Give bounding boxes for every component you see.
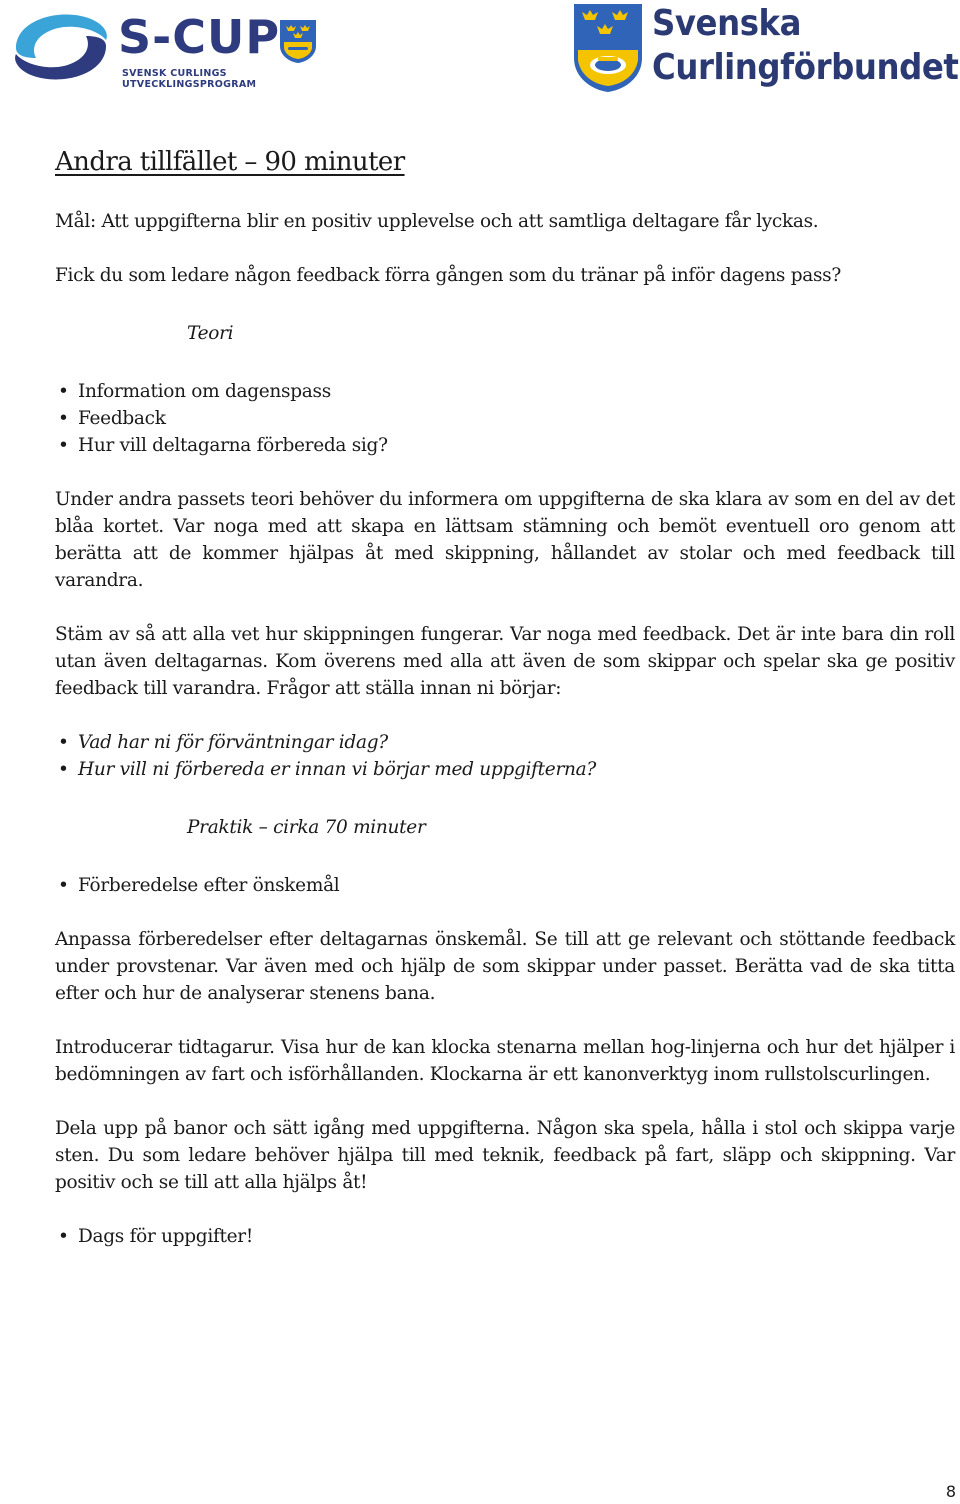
scf-crest-icon bbox=[572, 2, 644, 94]
list-item: • Vad har ni för förväntningar idag? bbox=[55, 729, 955, 756]
scup-swoosh-icon bbox=[6, 8, 116, 86]
scup-logo-subtitle: SVENSK CURLINGS UTVECKLINGSPROGRAM bbox=[122, 68, 257, 90]
questions-list bbox=[55, 729, 955, 783]
list-item: • Information om dagenspass bbox=[55, 378, 955, 405]
scup-logo-text: S-CUP bbox=[118, 10, 281, 64]
theory-list bbox=[55, 378, 955, 459]
goal-text: Mål: Att uppgifterna blir en positiv upplevelse och att samtliga deltagare får lyckas. bbox=[55, 211, 819, 232]
page-title: Andra tillfället – 90 minuter bbox=[55, 147, 405, 177]
scup-crest-icon bbox=[278, 18, 318, 64]
scup-logo bbox=[6, 8, 316, 88]
document-body bbox=[55, 140, 955, 1277]
page-number: 8 bbox=[945, 1482, 956, 1501]
page-header bbox=[0, 0, 960, 100]
practice-paragraph-2: Introducerar tidtagarur. Visa hur de kan klocka stenarna mellan hog-linjerna och hur det hjälper i bedömningen av fart och isförhållanden. Klockarna är ett kanonverktyg inom rullstolscurlingen. bbox=[55, 1037, 955, 1085]
scf-logo-line2: Curlingförbundet bbox=[652, 47, 959, 88]
theory-paragraph: Under andra passets teori behöver du informera om uppgifterna de ska klara av som en del av det blåa kortet. Var noga med att skapa en lättsam stämning och bemöt eventuell oro genom att berätta att de kommer hjälpas åt med skippning, hållandet av stolar och med feedback till varandra. bbox=[55, 489, 955, 591]
feedback-paragraph: Stäm av så att alla vet hur skippningen fungerar. Var noga med feedback. Det är inte bara din roll utan även deltagarnas. Kom överens med alla att även de som skippar och spelar ska ge positiv feedback till varandra. Frågor att ställa innan ni börjar: bbox=[55, 624, 955, 699]
section-heading-theory: Teori bbox=[187, 323, 234, 344]
section-heading-practice: Praktik – cirka 70 minuter bbox=[187, 817, 426, 838]
practice-list bbox=[55, 872, 955, 899]
list-item: • Hur vill ni förbereda er innan vi börjar med uppgifterna? bbox=[55, 756, 955, 783]
list-item: • Hur vill deltagarna förbereda sig? bbox=[55, 432, 955, 459]
practice-paragraph-3: Dela upp på banor och sätt igång med uppgifterna. Någon ska spela, hålla i stol och skippa varje sten. Du som ledare behöver hjälpa till med teknik, feedback på fart, släpp och skippning. Var positiv och se till att alla hjälps åt! bbox=[55, 1118, 955, 1193]
practice-paragraph-1: Anpassa förberedelser efter deltagarnas önskemål. Se till att ge relevant och stöttande feedback under provstenar. Var även med och hjälp de som skippar under passet. Berätta vad de ska titta efter och hur de analyserar stenens bana. bbox=[55, 929, 955, 1004]
svenska-curlingforbundet-logo bbox=[572, 2, 959, 94]
final-list bbox=[55, 1223, 955, 1250]
list-item: • Förberedelse efter önskemål bbox=[55, 872, 955, 899]
list-item: • Feedback bbox=[55, 405, 955, 432]
leader-question-text: Fick du som ledare någon feedback förra gången som du tränar på inför dagens pass? bbox=[55, 265, 841, 286]
list-item: • Dags för uppgifter! bbox=[55, 1223, 955, 1250]
scf-logo-line1: Svenska bbox=[652, 3, 802, 44]
